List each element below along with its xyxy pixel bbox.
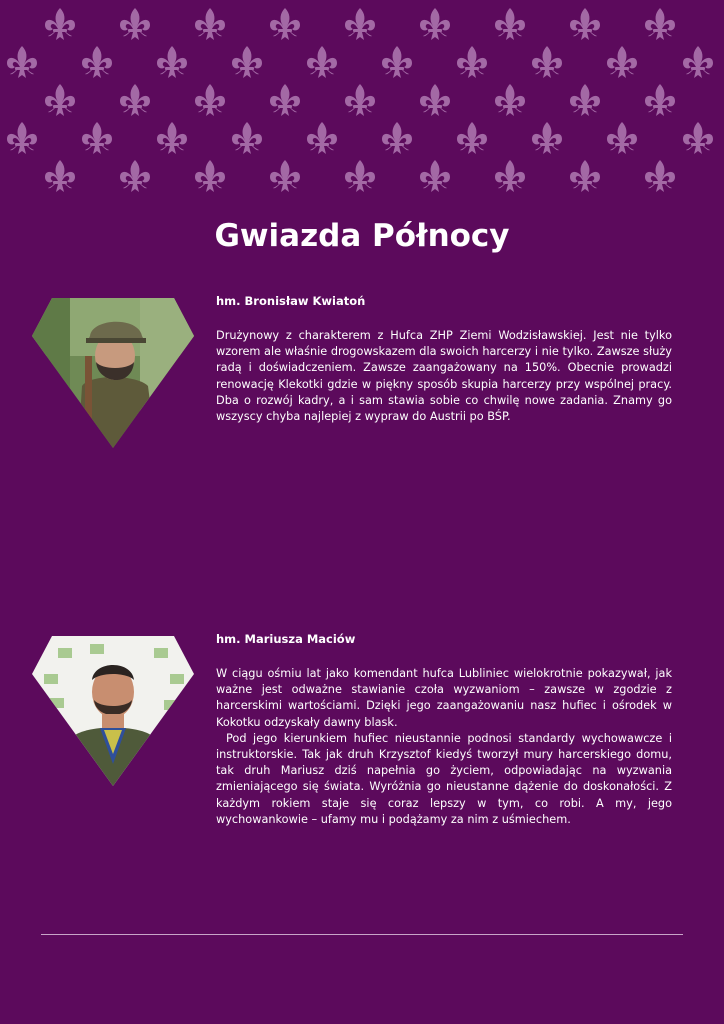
fleur-de-lis-icon: [532, 46, 562, 78]
fleur-de-lis-icon: [607, 122, 637, 154]
fleur-de-lis-icon: [420, 160, 450, 192]
page-title: Gwiazda Północy: [214, 218, 510, 254]
fleur-de-lis-icon: [420, 84, 450, 116]
fleur-de-lis-icon: [307, 122, 337, 154]
fleur-de-lis-icon: [420, 8, 450, 40]
fleur-de-lis-icon: [382, 122, 412, 154]
portrait-photo: [30, 634, 196, 788]
bio-paragraph: Pod jego kierunkiem hufiec nieustannie podnosi standardy wychowawcze i instruktorskie. Tak jak druh Krzysztof kiedyś tworzył mury harcerskiego domu, tak druh Mariusz dziś napełnia go życiem, odpowiadając na wyzwania zmieniającego się świata. Wyróżnia go nieustanne dążenie do doskonałości. Z każdym rokiem staje się coraz lepszy w tym, co robi. A my, jego wychowankowie – ufamy mu i podążamy za nim z uśmiechem.: [216, 731, 672, 826]
fleur-de-lis-icon: [495, 160, 525, 192]
fleur-de-lis-icon: [7, 122, 37, 154]
fleur-de-lis-icon: [195, 84, 225, 116]
fleur-de-lis-icon: [120, 160, 150, 192]
fleur-de-lis-icon: [270, 160, 300, 192]
fleur-de-lis-icon: [607, 46, 637, 78]
bio-paragraph: Drużynowy z charakterem z Hufca ZHP Ziemi Wodzisławskiej. Jest nie tylko wzorem ale właśnie drogowskazem dla swoich harcerzy i nie tylko. Zawsze służy radą i doświadczeniem. Zawsze zaangażowany na 150%. Obecnie prowadzi renowację Klekotki gdzie w piękny sposób skupia harcerzy przy wspólnej pracy. Dba o rozwój kadry, a i sam stawia sobie co chwilę nowe zadania. Znamy go wszyscy chyba najlepiej z wypraw do Austrii po BŚP.: [216, 329, 672, 424]
fleur-de-lis-icon: [382, 46, 412, 78]
fleur-de-lis-icon: [45, 84, 75, 116]
fleur-de-lis-icon: [495, 84, 525, 116]
fleur-de-lis-icon: [570, 84, 600, 116]
fleur-de-lis-icon: [645, 160, 675, 192]
bio-paragraph: W ciągu ośmiu lat jako komendant hufca Lubliniec wielokrotnie pokazywał, jak ważne jest odważne stawianie czoła wyzwaniom – zawsze w zgodzie z harcerskimi wartościami. Dzięki jego zaangażowaniu nasz hufiec i ośrodek w Kokotku odzyskały dawny blask.: [216, 667, 672, 729]
fleur-de-lis-icon: [45, 160, 75, 192]
fleur-de-lis-icon: [683, 46, 713, 78]
fleur-de-lis-icon: [195, 160, 225, 192]
fleur-de-lis-icon: [195, 8, 225, 40]
divider-line: [41, 934, 683, 935]
fleur-de-lis-icon: [457, 122, 487, 154]
fleur-de-lis-icon: [457, 46, 487, 78]
profile-bio: [216, 328, 672, 425]
fleur-de-lis-pattern: [0, 0, 724, 200]
fleur-de-lis-icon: [7, 46, 37, 78]
profile-name: hm. Mariusza Maciów: [216, 632, 356, 646]
fleur-de-lis-icon: [270, 8, 300, 40]
fleur-de-lis-icon: [270, 84, 300, 116]
fleur-de-lis-icon: [495, 8, 525, 40]
fleur-de-lis-icon: [307, 46, 337, 78]
fleur-de-lis-icon: [645, 84, 675, 116]
fleur-de-lis-icon: [232, 46, 262, 78]
fleur-de-lis-icon: [82, 46, 112, 78]
fleur-de-lis-icon: [532, 122, 562, 154]
fleur-de-lis-icon: [570, 160, 600, 192]
fleur-de-lis-icon: [157, 46, 187, 78]
fleur-de-lis-icon: [345, 84, 375, 116]
fleur-de-lis-icon: [683, 122, 713, 154]
profile-name: hm. Bronisław Kwiatoń: [216, 294, 366, 308]
fleur-de-lis-icon: [82, 122, 112, 154]
fleur-de-lis-icon: [232, 122, 262, 154]
fleur-de-lis-icon: [45, 8, 75, 40]
fleur-de-lis-icon: [157, 122, 187, 154]
fleur-de-lis-icon: [120, 8, 150, 40]
fleur-de-lis-icon: [120, 84, 150, 116]
fleur-de-lis-icon: [570, 8, 600, 40]
fleur-de-lis-icon: [345, 8, 375, 40]
fleur-de-lis-icon: [345, 160, 375, 192]
fleur-de-lis-icon: [645, 8, 675, 40]
profile-bio: [216, 666, 672, 828]
portrait-photo: [30, 296, 196, 450]
